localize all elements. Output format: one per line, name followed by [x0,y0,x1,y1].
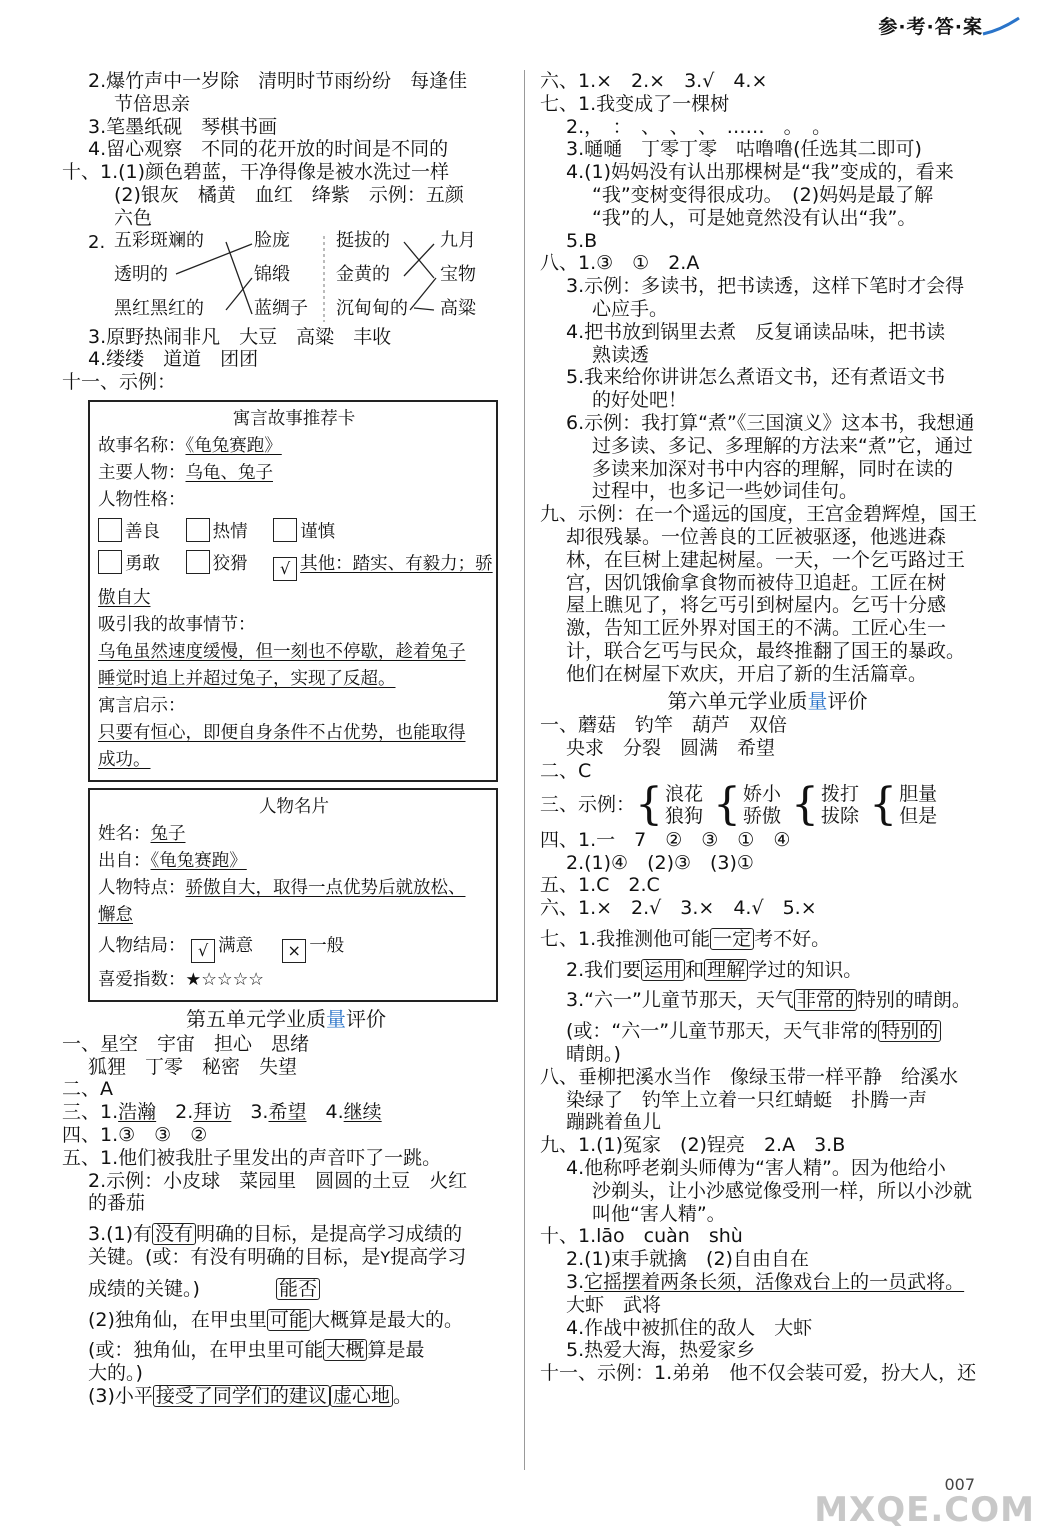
text-line: 计，联合乞丐与民众，最终推翻了国王的暴政。 [566,639,966,662]
text-line: 大的。) [88,1362,143,1385]
text-line: 七、1.我推测他可能 一定 考不好。 [540,927,831,950]
text-line: “我”的人，可是她竟然没有认出“我”。 [592,206,917,229]
checkbox [186,518,210,542]
text-line: 八、1.③ ① 2.A [540,252,700,275]
text-line: 六、1.× 2.√ 3.× 4.√ 5.× [540,897,817,920]
text-line: 十、1.lāo cuàn shù [540,1225,743,1248]
text-line: 5.我来给你讲讲怎么煮语文书，还有煮语文书 [566,366,946,389]
text-line: 节倍思亲 [114,92,191,115]
text-line: 4.他称呼老剃头师傅为“害人精”。因为他给小 [566,1157,946,1180]
text-line: 4.缕缕 道道 团团 [88,348,259,371]
text-line: 染绿了 钓竿上立着一只红蜻蜓 扑腾一声 [566,1088,928,1111]
text-line: 蹦跳着鱼儿 [566,1111,662,1134]
text-line: 屋上瞧见了，将乞丐引到树屋内。乞丐十分感 [566,594,947,617]
match-c3: 沉甸甸的 [336,297,408,319]
text-line: 央求 分裂 圆满 希望 [566,737,776,760]
text-line: 2.示例：小皮球 菜园里 圆圆的土豆 火红 [88,1169,468,1192]
checkbox [98,550,122,574]
text-line: 十一、示例：1.弟弟 他不仅会装可爱，扮大人，还 [540,1362,977,1385]
text-line: 5.热爱大海，热爱家乡 [566,1339,756,1362]
card-label: 主要人物： [98,462,186,483]
correction-box: 虚心地 [330,1385,393,1407]
left-column [62,70,510,1408]
text-line: 4.把书放到锅里去煮 反复诵读品味，把书读 [566,320,946,343]
card-value: 乌龟、兔子 [185,462,273,483]
text-line: (2)独角仙，在甲虫里 可能 大概算是最大的。 [88,1308,463,1331]
header-swoosh-icon [981,16,1021,36]
match-b3: 蓝绸子 [254,297,308,319]
card-value: 成功。 [98,749,151,770]
text-line: 九、示例：在一个遥远的国度，王宫金碧辉煌，国王 [540,503,978,526]
option-label: 其他：踏实、有毅力；骄 [300,553,493,574]
text-line: 四、1.③ ③ ② [62,1123,208,1146]
text-line: 三、1.浩瀚 2.拜访 3.希望 4.继续 [62,1101,382,1124]
checkbox-crossed: × [282,939,306,963]
text-line: 却很残暴。一位善良的工匠被驱逐，他逃进森 [566,525,947,548]
correction-box: 运用 [641,959,685,981]
text-line: 沙剃头，让小沙感觉像受刑一样，所以小沙就 [592,1179,973,1202]
text-line: 3.“六一”儿童节那天，天气 非常的 特别的晴朗。 [566,989,971,1012]
text-line: 十一、示例： [62,371,177,394]
page-number: 007 [944,1475,975,1494]
card-label: 人物结局： [98,935,186,956]
match-c1: 挺拔的 [336,229,390,251]
text-line: 2.爆竹声中一岁除 清明时节雨纷纷 每逢佳 [88,70,468,92]
card-value: 兔子 [150,823,186,844]
text-line: 的番茄 [88,1192,146,1215]
word-pairs: 三、示例：{ 浪花 狼狗 { 娇小 骄傲 { 拨打 拔除 { 胆量 但是 [540,778,938,830]
match-a2: 透明的 [114,263,168,285]
match-b2: 锦缎 [254,263,290,285]
card-value: 《龟兔赛跑》 [150,850,247,871]
text-line: 一、蘑菇 钓竿 葫芦 双倍 [540,714,788,737]
fable-recommend-card [88,400,498,782]
text-line: 5.B [566,229,598,252]
text-line: 3.(1)有 没有 明确的目标，是提高学习成绩的 [88,1223,463,1246]
matching-exercise [88,229,510,326]
text-line: 4.作战中被抓住的敌人 大虾 [566,1316,813,1339]
text-line: 4.(1)妈妈没有认出那棵树是“我”变成的，看来 [566,161,954,184]
text-line: (2)银灰 橘黄 血红 绛紫 示例：五颜 [114,183,464,206]
match-c2: 金黄的 [336,263,390,285]
card-value: 睡觉时追上并超过兔子，实现了反超。 [98,668,396,689]
text-line: (或：独角仙，在甲虫里可能 大概 算是最 [88,1339,425,1362]
text-line: 熟读透 [592,343,650,366]
option-label: 一般 [309,935,345,956]
card-label: 人物特点： [98,877,186,898]
correction-box: 一定 [710,928,754,950]
right-column [540,70,995,1385]
text-line: 2.(1)束手就擒 (2)自由自在 [566,1248,809,1271]
card-value: 《龟兔赛跑》 [185,435,282,456]
card-title: 人物名片 [259,796,329,817]
card-label: 吸引我的故事情节： [98,614,256,635]
column-divider [524,70,525,1470]
text-line: 过多读、多记、多理解的方法来“煮”它，通过 [592,434,973,457]
text-line: 4.留心观察 不同的花开放的时间是不同的 [88,138,449,161]
card-label: 人物性格： [98,489,186,510]
option-label: 满意 [218,935,254,956]
text-line: 3.嗵嗵 丁零丁零 咕噜噜(任选其二即可) [566,138,922,161]
match-a1: 五彩斑斓的 [114,229,204,251]
correction-box: 大概 [323,1339,367,1361]
checkbox [273,518,297,542]
text-line: 八、垂柳把溪水当作 像绿玉带一样平静 给溪水 [540,1065,959,1088]
correction-box: 能否 [276,1278,320,1300]
text-line: 成绩的关键。) 能否 [62,1278,510,1301]
card-label: 出自： [98,850,151,871]
card-label: 故事名称： [98,435,186,456]
text-line: 一、星空 宇宙 担心 思绪 [62,1032,310,1055]
header-title: 参·考·答·案 [878,16,983,38]
text-line: 2.我们要 运用 和 理解 学过的知识。 [566,958,863,981]
text-line: 四、1.一 7 ② ③ ① ④ [540,828,791,851]
option-label: 善良 [125,521,160,542]
text-line: 3.笔墨纸砚 琴棋书画 [88,115,278,138]
option-label: 狡猾 [212,553,248,574]
correction-box: 理解 [704,959,748,981]
correction-box: 接受了同学们的建议 [153,1385,330,1407]
match-a3: 黑红黑红的 [114,297,204,319]
card-value: 骄傲自大，取得一点优势后就放松、 [185,877,466,898]
text-line: 五、1.他们被我肚子里发出的声音吓了一跳。 [62,1146,442,1169]
text-line: 五、1.C 2.C [540,874,660,897]
text-line: 九、1.(1)冤家 (2)锃亮 2.A 3.B [540,1134,846,1157]
text-line: 晴朗。) [566,1043,621,1066]
text-line: 6.示例：我打算“煮”《三国演义》这本书，我想通 [566,411,975,434]
text-line: 3.原野热闹非凡 大豆 高粱 丰收 [88,325,392,348]
match-b1: 脸庞 [254,229,290,251]
checkbox [98,518,122,542]
text-line: 六色 [114,206,153,229]
section-title-unit6: 第六单元学业质量评价 [667,688,868,713]
text-line: 关键。(或：有没有明确的目标，是Y提高学习 [88,1245,467,1268]
watermark-logo: MXQE.COM [814,1490,1035,1530]
correction-box: 没有 [152,1223,196,1245]
checkbox-checked: √ [273,557,297,581]
text-line: 2.， ： 、 、 、 …… 。 。 [566,115,832,138]
text-line: 他们在树屋下欢庆，开启了新的生活篇章。 [566,662,928,685]
text-line: 叫他“害人精”。 [592,1202,726,1225]
text-line: (3)小平 接受了同学们的建议 虚心地 。 [88,1384,412,1407]
match-number: 2. [88,231,106,253]
card-title: 寓言故事推荐卡 [232,408,356,429]
text-line: 心应手。 [592,297,669,320]
text-line: 3.它摇摆着两条长须，活像戏台上的一员武将。 [566,1271,965,1294]
card-label: 寓言启示： [98,695,186,716]
section-title-unit5: 第五单元学业质量评价 [186,1006,386,1031]
text-line: 的好处吧！ [592,389,688,412]
text-line: 狐狸 丁零 秘密 失望 [88,1055,298,1078]
option-label: 勇敢 [125,553,160,574]
checkbox [186,550,210,574]
option-label: 热情 [212,521,248,542]
text-line: 宫，因饥饿偷拿食物而被侍卫追赶。工匠在树 [566,571,947,594]
option-label-cont: 傲自大 [98,587,151,608]
text-line: 二、A [62,1078,113,1101]
card-label: 姓名： [98,823,151,844]
character-card [88,788,498,1002]
card-value: 只要有恒心，即便自身条件不占优势，也能取得 [98,722,466,743]
text-line: 林，在巨树上建起树屋。一天，一个乞丐路过王 [566,548,966,571]
text-line: 七、1.我变成了一棵树 [540,92,730,115]
text-line: (或：“六一”儿童节那天，天气非常的 特别的 [540,1020,995,1043]
text-line: 二、C [540,759,592,782]
match-d2: 宝物 [440,263,476,285]
match-d3: 高粱 [440,297,476,319]
correction-box: 可能 [267,1309,311,1331]
text-line: 大虾 武将 [566,1293,662,1316]
card-label: 喜爱指数： [98,969,186,990]
checkbox-checked: √ [191,939,215,963]
card-value: 懈怠 [98,904,133,925]
text-line: 六、1.× 2.× 3.√ 4.× [540,70,768,92]
text-line: 十、1.(1)颜色碧蓝，干净得像是被水洗过一样 [62,161,450,184]
text-line: 3.示例：多读书，把书读透，这样下笔时才会得 [566,275,965,298]
text-line: “我”变树变得很成功。 (2)妈妈是最了解 [592,183,934,206]
text-line: 2.(1)④ (2)③ (3)① [566,851,754,874]
card-value: 乌龟虽然速度缓慢，但一刻也不停歇，趁着兔子 [98,641,466,662]
correction-box: 特别的 [878,1020,941,1042]
match-d1: 九月 [440,229,476,251]
text-line: 激，告知工匠外界对国王的不满。工匠心生一 [566,617,947,640]
text-line: 多读来加深对书中内容的理解，同时在读的 [592,457,954,480]
correction-box: 非常的 [794,989,857,1011]
option-label: 谨慎 [300,521,336,542]
star-rating: ★☆☆☆☆ [185,969,264,990]
text-line: 过程中，也多记一些妙词佳句。 [592,480,859,503]
